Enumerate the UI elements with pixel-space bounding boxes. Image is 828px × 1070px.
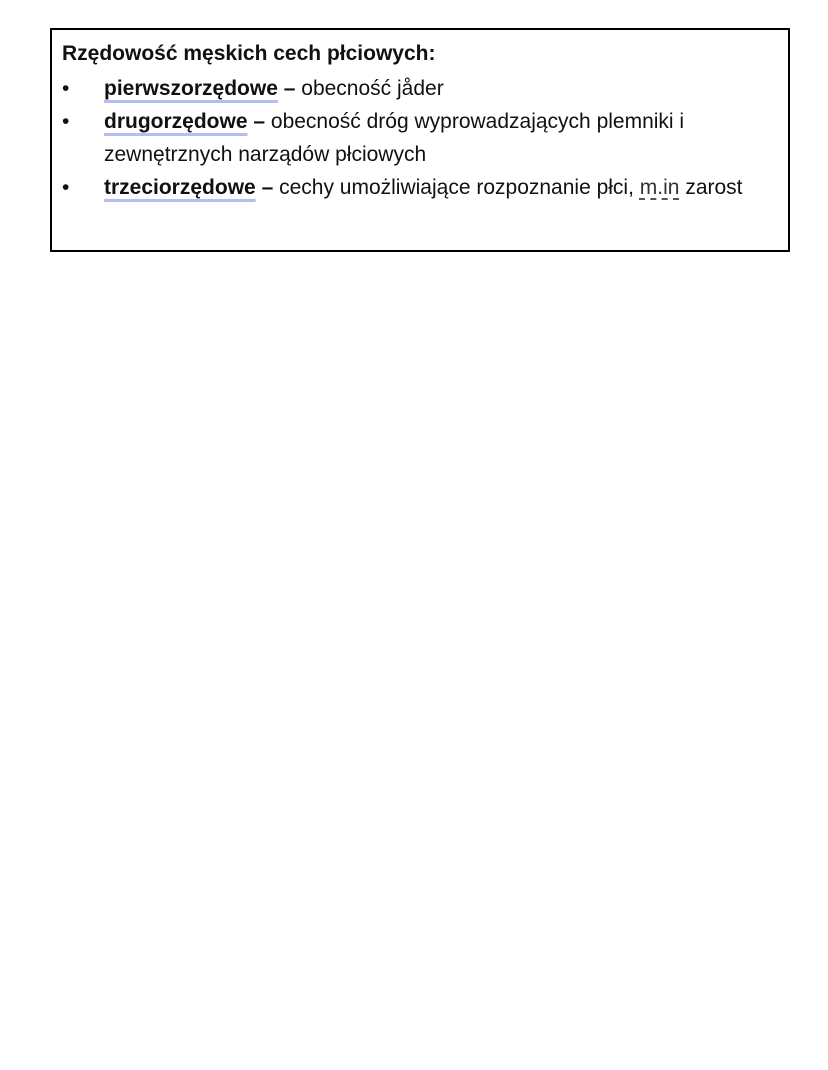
list-item <box>52 72 788 105</box>
list-item <box>52 105 788 171</box>
bullet-marker: • <box>62 110 70 133</box>
note-title: Rzędowość męskich cech płciowych: <box>62 42 436 65</box>
bullet-list <box>52 72 788 204</box>
term-drugorzedowe: drugorzędowe <box>104 110 248 133</box>
dash: – <box>261 176 274 199</box>
note-box <box>50 28 790 252</box>
item-description: cechy umożliwiające rozpoznanie płci, <box>279 176 634 199</box>
dash: – <box>253 110 266 133</box>
dash: – <box>283 77 296 100</box>
item-description-continued: zarost <box>685 176 743 199</box>
bullet-marker: • <box>62 176 70 199</box>
item-description: obecność jåder <box>301 77 444 100</box>
item-description: obecność dróg wyprowadzających plemniki i zewnętrznych narządów płciowych <box>104 110 685 166</box>
bullet-marker: • <box>62 77 70 100</box>
list-item <box>52 171 788 204</box>
term-trzeciorzedowe: trzeciorzędowe <box>104 176 256 199</box>
abbreviation-m-in: m.in <box>639 176 680 199</box>
term-pierwszorzedowe: pierwszorzędowe <box>104 77 278 100</box>
